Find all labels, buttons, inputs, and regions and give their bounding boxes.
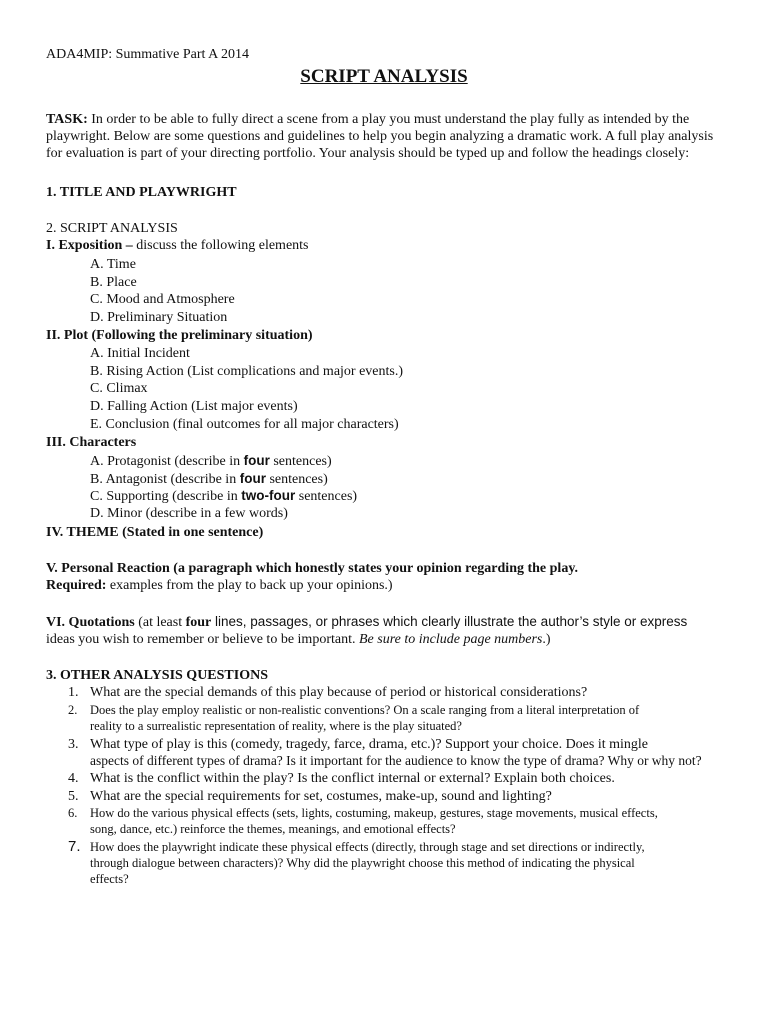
exposition-desc: discuss the following elements: [132, 238, 309, 253]
character-minor: D. Minor (describe in a few words): [90, 506, 288, 521]
required-label: Required:: [46, 578, 107, 593]
question-7-line-3: effects?: [90, 872, 129, 886]
antagonist-text-post: sentences): [265, 472, 328, 487]
quotations-page-note: Be sure to include page numbers: [358, 632, 543, 647]
section-script-analysis-heading: 2. SCRIPT ANALYSIS: [46, 221, 178, 236]
question-5-text: What are the special requirements for set, costumes, make-up, sound and lighting?: [90, 789, 552, 804]
antagonist-text-pre: B. Antagonist (describe in: [90, 472, 240, 487]
supporting-count: two-four: [241, 488, 296, 503]
question-1-text: What are the special demands of this play because of period or historical considerations?: [90, 685, 588, 700]
plot-heading: II. Plot (Following the preliminary situation): [46, 328, 313, 343]
question-4-text: What is the conflict within the play? Is the conflict internal or external? Explain both choices.: [90, 771, 615, 786]
question-7-text-1: How does the playwright indicate these physical effects (directly, through stage and set directions or indirectly,: [90, 840, 645, 854]
characters-heading: III. Characters: [46, 435, 137, 450]
antagonist-count: four: [239, 471, 266, 486]
question-3-text-1: What type of play is this (comedy, tragedy, farce, drama, etc.)? Support your choice. Does it mingle: [90, 737, 648, 752]
task-line-2: playwright. Below are some questions and guidelines to help you begin analyzing a dramatic work. A full play analysis: [46, 129, 714, 144]
protagonist-text-post: sentences): [269, 454, 332, 469]
question-4-number: 4.: [68, 771, 79, 786]
quotations-label: VI. Quotations: [46, 615, 135, 630]
plot-item-climax: C. Climax: [90, 381, 148, 396]
quotations-line-1: [46, 614, 687, 631]
document-header: ADA4MIP: Summative Part A 2014: [46, 47, 250, 62]
question-5-number: 5.: [68, 789, 79, 804]
question-6: [68, 806, 658, 821]
question-7: [68, 839, 645, 855]
question-7-number: 7.: [68, 838, 81, 855]
plot-item-initial: A. Initial Incident: [90, 346, 190, 361]
question-2-text-1: Does the play employ realistic or non-realistic conventions? On a scale ranging from a literal interpretation of: [90, 703, 640, 717]
question-2-line-2: reality to a surrealistic representation of reality, where is the play situated?: [90, 719, 462, 733]
question-3: [68, 737, 648, 753]
exposition-heading: [46, 238, 309, 254]
question-2: [68, 703, 639, 718]
exposition-label: I. Exposition –: [46, 238, 133, 253]
question-6-line-2: song, dance, etc.) reinforce the themes, meanings, and emotional effects?: [90, 822, 456, 836]
character-antagonist: [90, 471, 328, 488]
exposition-item-mood: C. Mood and Atmosphere: [90, 292, 235, 307]
personal-reaction-required: [46, 578, 393, 594]
question-2-number: 2.: [68, 703, 78, 717]
exposition-item-place: B. Place: [90, 275, 137, 290]
exposition-item-preliminary: D. Preliminary Situation: [90, 310, 228, 325]
plot-item-falling: D. Falling Action (List major events): [90, 399, 298, 414]
question-4: [68, 771, 615, 787]
question-3-line-2: aspects of different types of drama? Is it important for the audience to know the type of drama? Why or why not?: [90, 753, 702, 768]
quotations-line-2: [46, 632, 551, 648]
supporting-text-post: sentences): [295, 489, 358, 504]
page-title: SCRIPT ANALYSIS: [300, 66, 468, 87]
question-6-number: 6.: [68, 806, 78, 820]
protagonist-count: four: [243, 453, 270, 468]
personal-reaction-heading: V. Personal Reaction (a paragraph which honestly states your opinion regarding the play.: [46, 561, 579, 576]
question-1: [68, 685, 587, 701]
quotations-line2-pre: ideas you wish to remember or believe to be important.: [46, 632, 359, 647]
supporting-text-pre: C. Supporting (describe in: [90, 489, 242, 504]
task-text-1: In order to be able to fully direct a scene from a play you must understand the play fully as intended by the: [91, 112, 690, 127]
other-questions-heading: 3. OTHER ANALYSIS QUESTIONS: [46, 668, 269, 683]
task-label: TASK:: [46, 112, 88, 127]
quotations-pre: (at least: [134, 615, 186, 630]
section-title-playwright: 1. TITLE AND PLAYWRIGHT: [46, 185, 237, 200]
plot-item-conclusion: E. Conclusion (final outcomes for all major characters): [90, 417, 399, 432]
protagonist-text-pre: A. Protagonist (describe in: [90, 454, 244, 469]
character-protagonist: [90, 453, 332, 470]
quotations-rest: lines, passages, or phrases which clearly illustrate the author’s style or express: [211, 614, 688, 629]
quotations-line2-post: .): [542, 632, 551, 647]
question-7-line-2: through dialogue between characters)? Why did the playwright choose this method of indicating the physical: [90, 856, 635, 870]
exposition-item-time: A. Time: [90, 257, 136, 272]
question-6-text-1: How do the various physical effects (sets, lights, costuming, makeup, gestures, stage movements, musical effects,: [90, 806, 658, 820]
character-supporting: [90, 488, 357, 505]
plot-item-rising: B. Rising Action (List complications and major events.): [90, 364, 404, 379]
question-3-number: 3.: [68, 737, 79, 752]
question-5: [68, 789, 552, 805]
theme-heading: IV. THEME (Stated in one sentence): [46, 525, 264, 540]
required-text: examples from the play to back up your opinions.): [106, 578, 393, 593]
question-1-number: 1.: [68, 685, 79, 700]
quotations-count: four: [185, 615, 212, 630]
task-line-1: [46, 112, 689, 128]
task-line-3: for evaluation is part of your directing portfolio. Your analysis should be typed up and follow the headings closely:: [46, 146, 690, 161]
